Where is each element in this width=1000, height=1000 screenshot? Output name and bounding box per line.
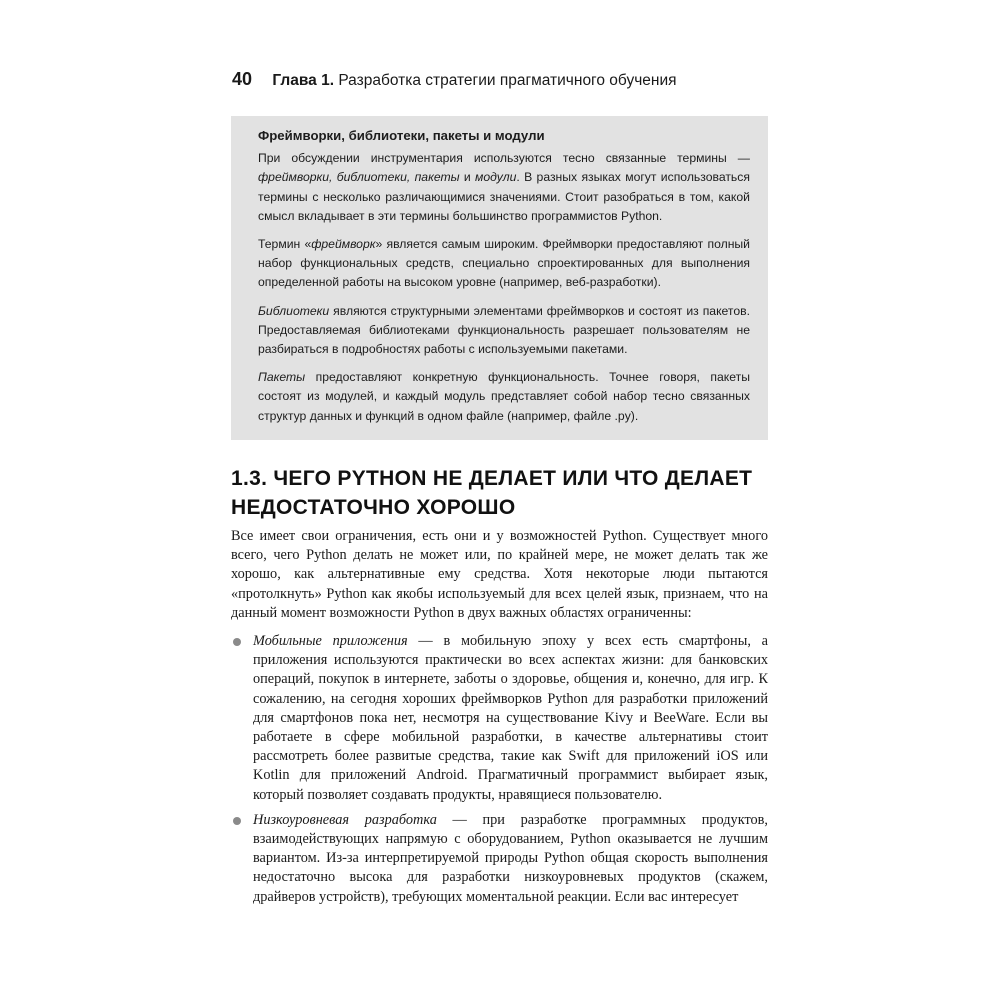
sidebar-paragraph-4	[258, 368, 750, 426]
sidebar-term: фреймворки, библиотеки, пакеты	[258, 170, 460, 185]
bullet-term: Мобильные приложения	[253, 633, 408, 650]
bullet-dot-icon	[233, 638, 241, 646]
sidebar-term: фреймворк	[311, 237, 376, 252]
page-number: 40	[232, 69, 253, 89]
section-body	[231, 527, 768, 913]
sidebar-text: » является самым широким. Фреймворки предоставляют полный набор функциональных средств, специально спроектированных для выполнения определенной работы на высоком уровне (например, веб-разработки).	[258, 237, 750, 290]
sidebar-term: Пакеты	[258, 370, 306, 385]
sidebar-box	[231, 116, 768, 440]
section-heading: 1.3. ЧЕГО PYTHON НЕ ДЕЛАЕТ ИЛИ ЧТО ДЕЛАЕТ НЕДОСТАТОЧНО ХОРОШО	[231, 467, 753, 519]
bullet-list	[231, 632, 768, 907]
chapter-label: Глава 1.	[272, 72, 335, 89]
sidebar-paragraph-1	[258, 149, 750, 226]
bullet-term: Низкоуровневая разработка	[253, 811, 437, 828]
sidebar-title: Фреймворки, библиотеки, пакеты и модули	[258, 128, 545, 143]
sidebar-text: Термин «	[258, 237, 312, 252]
bullet-text: — в мобильную эпоху у всех есть смартфоны, а приложения используются практически во всех аспектах жизни: для банковских операций, покупок в интернете, заботы о здоровье, общения и, конечно, для игр. К сожалению, на сегодня хороших фреймворков Python для разработки приложений для смартфонов пока нет, несмотря на существование Kivy и BeeWare. Если вы работаете в сфере мобильной разработки, в качестве альтернативы стоит рассмотреть более развитые средства, такие как Swift для приложений iOS или Kotlin для приложений Android. Прагматичный программист выбирает язык, который позволяет создавать продукты, нравящиеся пользователю.	[253, 633, 768, 803]
intro-paragraph: Все имеет свои ограничения, есть они и у возможностей Python. Существует много всего, чего Python делать не может или, по крайней мере, не может делать так же хорошо, как альтернативные ему средства. Хотя некоторые люди пытаются «протолкнуть» Python как якобы используемый для всех целей язык, признаем, что на данный момент возможности Python в двух важных областях ограниченны:	[231, 528, 768, 621]
bullet-dot-icon	[233, 817, 241, 825]
list-item	[231, 811, 768, 907]
sidebar-paragraph-3	[258, 302, 750, 360]
running-head	[232, 69, 772, 93]
sidebar-paragraph-2	[258, 235, 750, 293]
chapter-title: Разработка стратегии прагматичного обучения	[338, 72, 677, 89]
list-item	[231, 632, 768, 805]
sidebar-text: предоставляют конкретную функциональность. Точнее говоря, пакеты состоят из модулей, и каждый модуль представляет собой набор тесно связанных структур данных и функций в одном файле (например, файле .py).	[258, 370, 750, 423]
sidebar-text: При обсуждении инструментария используются тесно связанные термины —	[258, 151, 750, 166]
bullet-text: — при разработке программных продуктов, взаимодействующих напрямую с оборудованием, Python оказывается не лучшим вариантом. Из-за интерпретируемой природы Python общая скорость выполнения недостаточно высока для разработки низкоуровневых продуктов (скажем, драйверов устройств), требующих моментальной реакции. Если вас интересует	[253, 811, 768, 905]
sidebar-text: и	[459, 170, 476, 185]
sidebar-text: . В разных языках могут использоваться термины с несколько различающимися значениями. Стоит разобраться в том, какой смысл вкладывает в эти термины большинство программистов Python.	[258, 170, 750, 223]
sidebar-text: являются структурными элементами фреймворков и состоят из пакетов. Предоставляемая библиотеками функциональность разрешает пользователям не разбираться в подробностях работы с используемыми пакетами.	[258, 303, 750, 357]
sidebar-term: Библиотеки	[258, 303, 330, 318]
sidebar-term: модули	[475, 170, 517, 185]
